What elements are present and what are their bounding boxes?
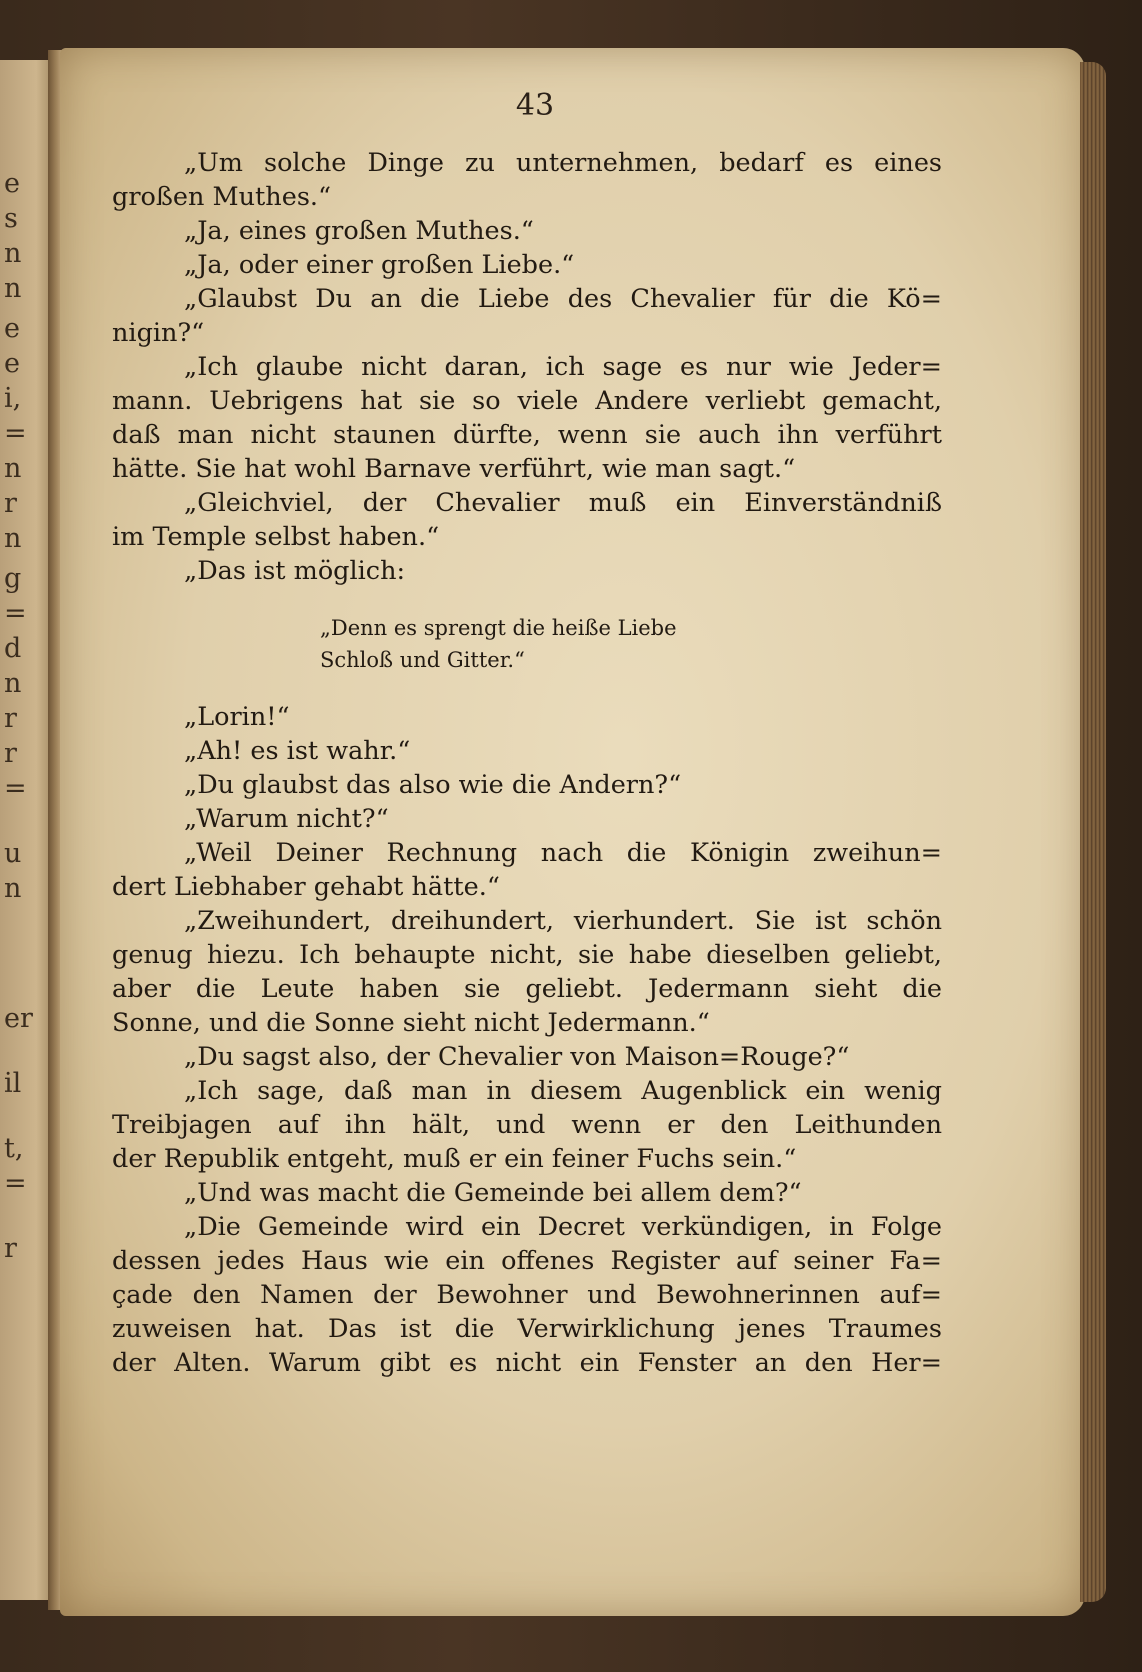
margin-fragment: d [4,633,22,664]
verse-spacing [112,588,942,612]
text-line: çade den Namen der Bewohner und Bewohnerinnen auf= [112,1280,942,1310]
margin-fragment: r [4,1233,17,1264]
margin-fragment: t, [4,1133,24,1164]
text-line: „Glaubst Du an die Liebe des Chevalier für die Kö= [184,284,942,314]
margin-fragment: = [4,773,27,804]
margin-fragment: = [4,598,27,629]
text-line: „Zweihundert, dreihundert, vierhundert. Sie ist schön [184,906,942,936]
text-line: „Das ist möglich: [184,556,406,586]
margin-fragment: n [4,453,22,484]
margin-fragment: n [4,523,22,554]
text-line: „Lorin!“ [184,702,290,732]
text-line: der Alten. Warum gibt es nicht ein Fenster an den Her= [112,1348,942,1378]
text-line: daß man nicht staunen dürfte, wenn sie auch ihn verführt [112,420,942,450]
text-line: „Du glaubst das also wie die Andern?“ [184,770,682,800]
text-line: „Weil Deiner Rechnung nach die Königin zweihun= [184,838,942,868]
margin-fragment: r [4,488,17,519]
margin-fragment: e [4,168,20,199]
margin-fragment: n [4,273,22,304]
text-line: „Ja, oder einer großen Liebe.“ [184,250,575,280]
margin-fragment: n [4,873,22,904]
text-line: „Ja, eines großen Muthes.“ [184,216,534,246]
text-line: hätte. Sie hat wohl Barnave verführt, wie man sagt.“ [112,454,796,484]
margin-fragment: r [4,738,17,769]
previous-page-edge [0,60,52,1600]
margin-fragment: u [4,838,22,869]
verse-spacing [112,676,942,700]
margin-fragment: g [4,563,22,594]
text-line: „Die Gemeinde wird ein Decret verkündigen, in Folge [184,1212,942,1242]
verse-line: Schloß und Gitter.“ [320,648,525,672]
text-line: im Temple selbst haben.“ [112,522,440,552]
text-line: „Warum nicht?“ [184,804,389,834]
margin-fragment: n [4,238,22,269]
text-line: großen Muthes.“ [112,182,332,212]
text-line: „Gleichviel, der Chevalier muß ein Einverständniß [184,488,942,518]
text-line: „Du sagst also, der Chevalier von Maison=Rouge?“ [184,1042,850,1072]
margin-fragment: e [4,348,20,379]
verse-quote [112,612,942,676]
verse-line: „Denn es sprengt die heiße Liebe [320,616,677,640]
text-line: dessen jedes Haus wie ein offenes Register auf seiner Fa= [112,1246,942,1276]
margin-fragment: r [4,703,17,734]
text-line: aber die Leute haben sie geliebt. Jedermann sieht die [112,974,942,1004]
text-line: Sonne, und die Sonne sieht nicht Jedermann.“ [112,1008,710,1038]
page-block-edge [1080,62,1106,1602]
margin-fragment: er [4,1003,33,1034]
margin-fragment: il [4,1068,22,1099]
text-line: Treibjagen auf ihn hält, und wenn er den Leithunden [112,1110,942,1140]
text-line: „Ah! es ist wahr.“ [184,736,411,766]
margin-fragment: e [4,313,20,344]
margin-fragment: i, [4,383,22,414]
text-line: genug hiezu. Ich behaupte nicht, sie habe dieselben geliebt, [112,940,942,970]
text-line: „Um solche Dinge zu unternehmen, bedarf es eines [184,148,942,178]
margin-fragment: = [4,418,27,449]
text-line: „Ich glaube nicht daran, ich sage es nur wie Jeder= [184,352,942,382]
text-line: nigin?“ [112,318,205,348]
page-number: 43 [515,88,555,123]
text-line: zuweisen hat. Das ist die Verwirklichung jenes Traumes [112,1314,942,1344]
text-line: mann. Uebrigens hat sie so viele Andere verliebt gemacht, [112,386,942,416]
text-line: dert Liebhaber gehabt hätte.“ [112,872,500,902]
text-line: der Republik entgeht, muß er ein feiner Fuchs sein.“ [112,1144,797,1174]
text-line: „Und was macht die Gemeinde bei allem dem?“ [184,1178,802,1208]
margin-fragment: = [4,1168,27,1199]
margin-fragment: s [4,203,18,234]
text-line: „Ich sage, daß man in diesem Augenblick ein wenig [184,1076,942,1106]
page-body-text [112,146,942,1380]
margin-fragment: n [4,668,22,699]
